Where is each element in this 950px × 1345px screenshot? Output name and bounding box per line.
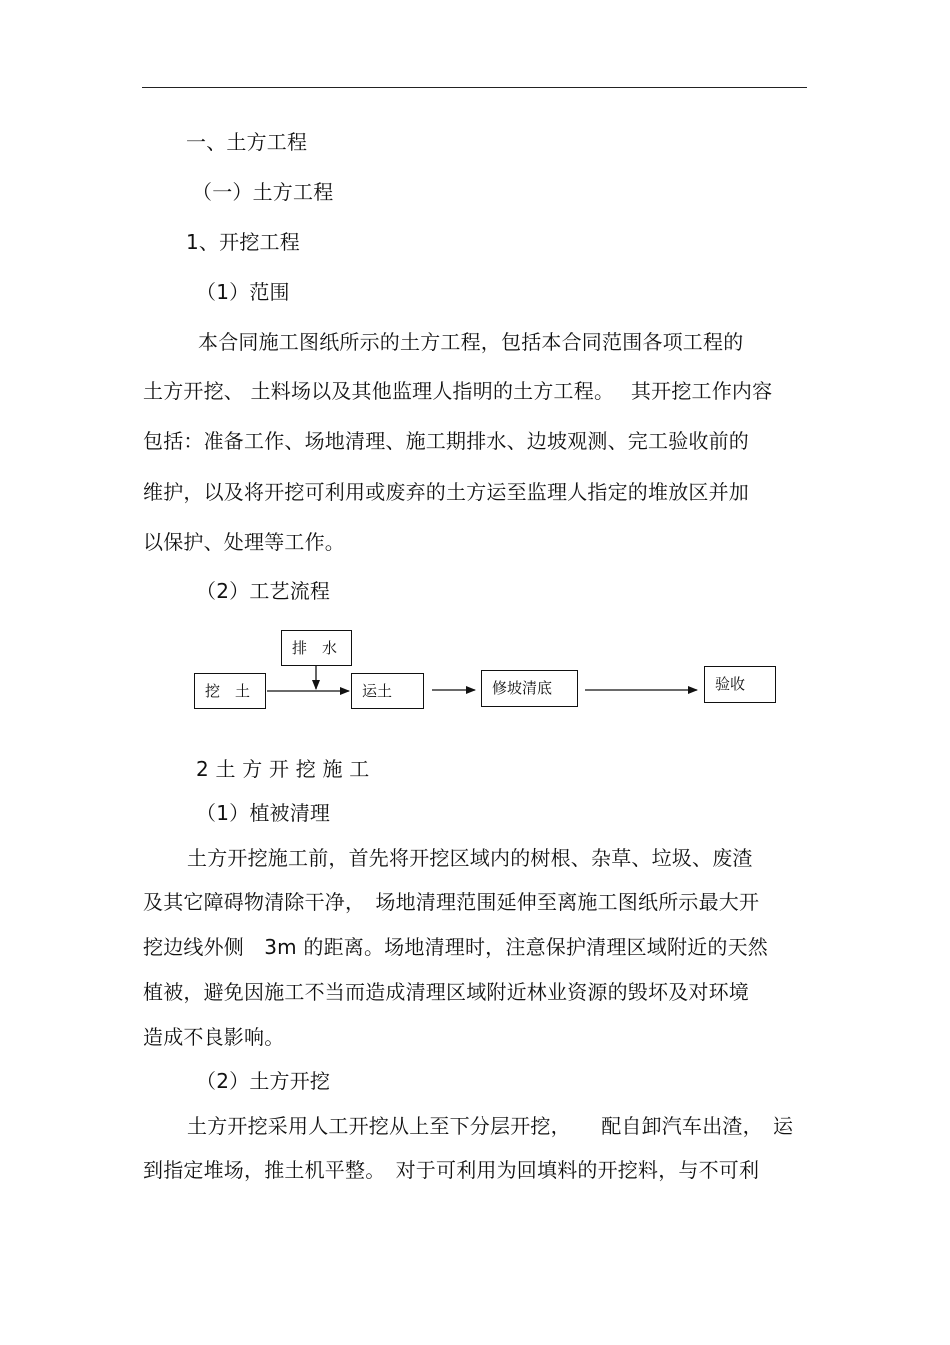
excav-line: 土方开挖采用人工开挖从上至下分层开挖， 配自卸汽车出渣， 运 <box>187 1114 794 1138</box>
veg-line: 植被，避免因施工不当而造成清理区域附近林业资源的毁坏及对环境 <box>143 980 749 1004</box>
heading-excavation: （2）土方开挖 <box>196 1069 331 1093</box>
scope-line: 包括：准备工作、场地清理、施工期排水、边坡观测、完工验收前的 <box>143 429 749 453</box>
veg-line: 土方开挖施工前，首先将开挖区域内的树根、杂草、垃圾、废渣 <box>187 846 753 870</box>
scope-line: 本合同施工图纸所示的土方工程，包括本合同范围各项工程的 <box>198 330 744 354</box>
scope-line: 以保护、处理等工作。 <box>143 530 345 554</box>
heading-level1: 一、土方工程 <box>186 130 308 154</box>
flow-box-trim: 修坡清底 <box>481 670 578 707</box>
heading-level3: 1、开挖工程 <box>186 230 300 254</box>
heading-section2: 2 土 方 开 挖 施 工 <box>196 757 370 781</box>
excav-line: 到指定堆场，推土机平整。 对于可利用为回填料的开挖料，与不可利 <box>143 1158 760 1182</box>
flow-box-accept: 验收 <box>704 666 776 703</box>
heading-level2: （一）土方工程 <box>192 180 334 204</box>
scope-line: 维护，以及将开挖可利用或废弃的土方运至监理人指定的堆放区并加 <box>143 480 749 504</box>
heading-process: （2）工艺流程 <box>196 579 331 603</box>
heading-vegetation: （1）植被清理 <box>196 801 331 825</box>
veg-line: 挖边线外侧 3m 的距离。场地清理时，注意保护清理区域附近的天然 <box>143 935 768 959</box>
flow-box-dig: 挖 土 <box>194 673 266 709</box>
veg-line: 造成不良影响。 <box>143 1025 285 1049</box>
scope-line: 土方开挖、 土料场以及其他监理人指明的土方工程。 其开挖工作内容 <box>143 379 773 403</box>
flow-box-drain: 排 水 <box>281 630 352 666</box>
flow-box-transport: 运土 <box>351 673 424 709</box>
heading-scope: （1）范围 <box>196 280 290 304</box>
veg-line: 及其它障碍物清除干净， 场地清理范围延伸至离施工图纸所示最大开 <box>143 890 760 914</box>
